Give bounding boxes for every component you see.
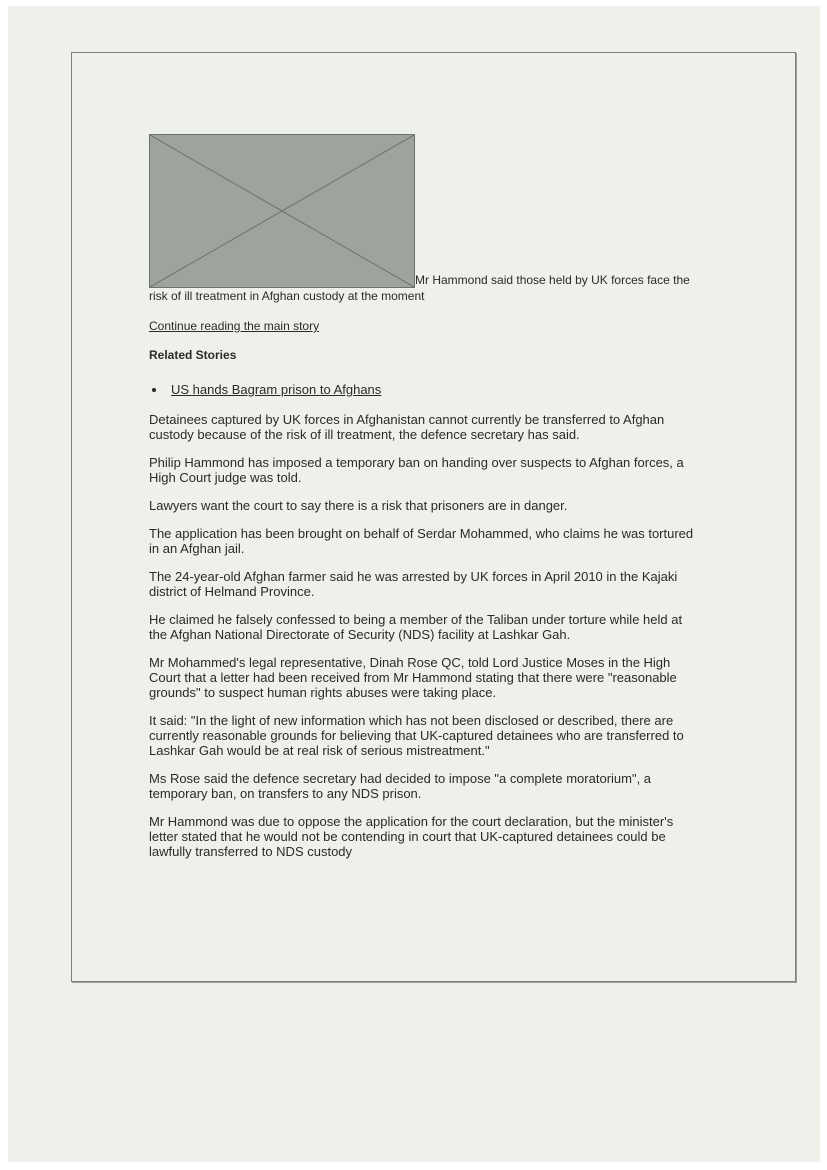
paragraph: He claimed he falsely confessed to being a member of the Taliban under torture while held at the Afghan National Directorate of Security (NDS) facility at Lashkar Gah.: [149, 612, 683, 642]
paragraph: Mr Hammond was due to oppose the application for the court declaration, but the minister's letter stated that he would not be contending in court that UK-captured detainees could be lawfully transferred to NDS custody: [149, 814, 674, 859]
paragraph: Detainees captured by UK forces in Afghanistan cannot currently be transferred to Afghan custody because of the risk of ill treatment, the defence secretary has said.: [149, 412, 665, 442]
paragraph: Mr Mohammed's legal representative, Dinah Rose QC, told Lord Justice Moses in the High Court that a letter had been received from Mr Hammond stating that there were "reasonable grounds" to suspect human rights abuses were taking place.: [149, 655, 677, 700]
paragraph: Lawyers want the court to say there is a risk that prisoners are in danger.: [149, 498, 568, 513]
paragraph: The 24-year-old Afghan farmer said he was arrested by UK forces in April 2010 in the Kajaki district of Helmand Province.: [149, 569, 678, 599]
paragraph: It said: "In the light of new information which has not been disclosed or described, there are currently reasonable grounds for believing that UK-captured detainees who are transferred to Lashkar Gah would be at real risk of serious mistreatment.": [149, 713, 684, 758]
related-stories-heading: Related Stories: [149, 348, 237, 362]
list-item: [167, 382, 694, 397]
paragraph: Ms Rose said the defence secretary had decided to impose "a complete moratorium", a temporary ban, on transfers to any NDS prison.: [149, 771, 652, 801]
figure: [149, 134, 694, 304]
paragraph: The application has been brought on behalf of Serdar Mohammed, who claims he was tortured in an Afghan jail.: [149, 526, 694, 556]
broken-image-icon: [149, 134, 415, 288]
figure-caption: Mr Hammond said those held by UK forces face the risk of ill treatment in Afghan custody at the moment: [149, 273, 690, 303]
continue-reading-link[interactable]: Continue reading the main story: [149, 319, 320, 333]
article-content: [149, 134, 694, 859]
article-body: [149, 412, 694, 859]
related-story-link[interactable]: US hands Bagram prison to Afghans: [171, 382, 382, 397]
paragraph: Philip Hammond has imposed a temporary ban on handing over suspects to Afghan forces, a High Court judge was told.: [149, 455, 684, 485]
related-stories-list: [149, 382, 694, 397]
